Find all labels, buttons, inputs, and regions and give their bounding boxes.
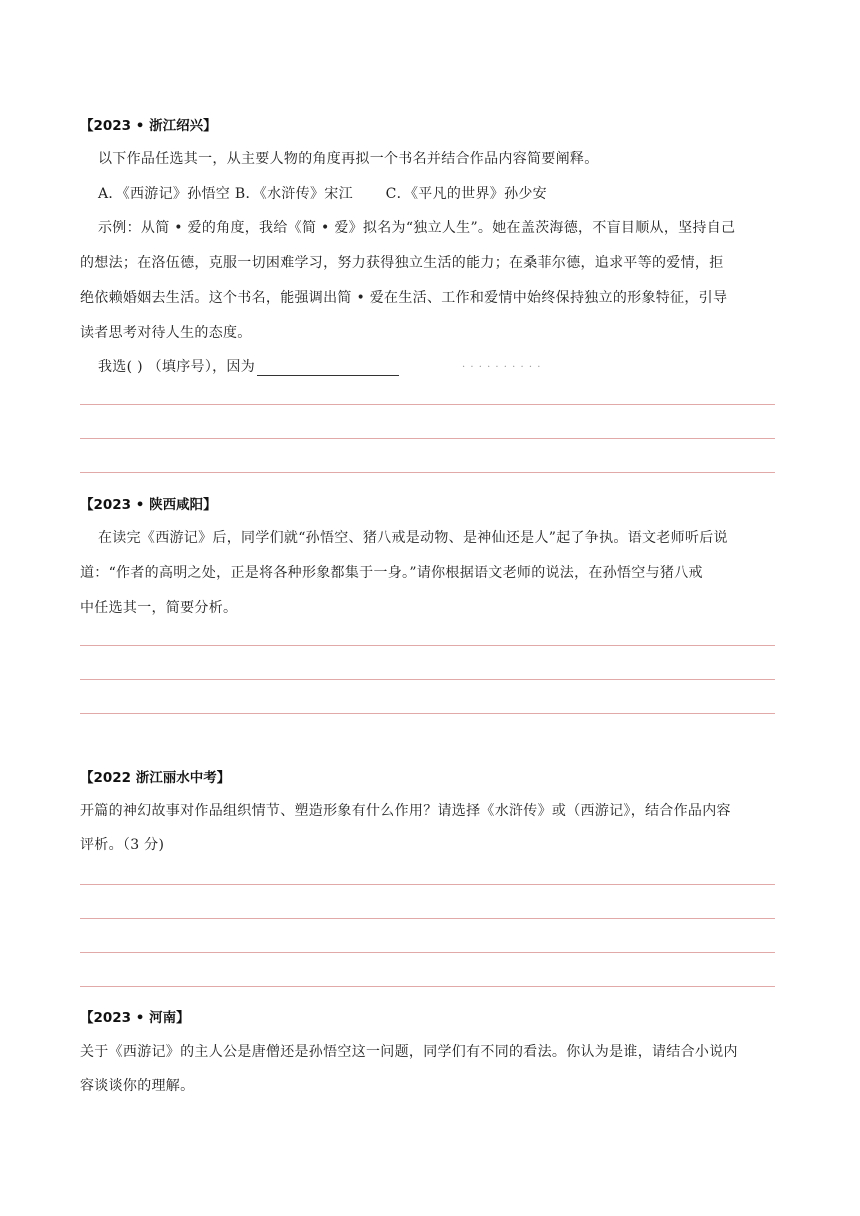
answer-line[interactable]: [80, 952, 775, 953]
answer-line[interactable]: [80, 404, 775, 405]
example-line-2: 的想法；在洛伍德，克服一切困难学习，努力获得独立生活的能力；在桑菲尔德，追求平等的爱情，拒: [80, 255, 724, 271]
answer-line[interactable]: [80, 438, 775, 439]
example-line-1: 示例：从简 • 爱的角度，我给《简 • 爱》拟名为“独立人生”。她在盖茨海德，不盲目顺从，坚持自己: [98, 220, 736, 236]
answer-line[interactable]: [80, 645, 775, 646]
option-c: C．《平凡的世界》孙少安: [385, 186, 547, 202]
answer-line[interactable]: [80, 472, 775, 473]
answer-line[interactable]: [80, 713, 775, 714]
question-text-4-line-2: 容谈谈你的理解。: [80, 1078, 195, 1094]
answer-line[interactable]: [80, 679, 775, 680]
options-row: [98, 183, 547, 203]
answer-line[interactable]: [80, 918, 775, 919]
option-b: B．《水浒传》宋江: [234, 186, 353, 202]
question-heading-2: 【2023 • 陕西咸阳】: [80, 497, 217, 513]
question-heading-3: 【2022 浙江丽水中考】: [80, 770, 231, 786]
question-heading-1: 【2023 • 浙江绍兴】: [80, 118, 217, 134]
question-heading-4: 【2023 • 河南】: [80, 1010, 190, 1026]
answer-line[interactable]: [80, 986, 775, 987]
example-line-3: 绝依赖婚姻去生活。这个书名，能强调出简 • 爱在生活、工作和爱情中始终保持独立的形象特征，引导: [80, 290, 728, 306]
answer-blank[interactable]: [257, 361, 399, 376]
question-text-3-line-2: 评析。（3 分): [80, 837, 165, 853]
question-text-2-line-3: 中任选其一，简要分析。: [80, 600, 238, 616]
answer-line[interactable]: [80, 884, 775, 885]
question-text-2-line-2: 道：“作者的高明之处，正是将各种形象都集于一身。”请你根据语文老师的说法，在孙悟空与猪八戒: [80, 565, 703, 581]
option-a: A．《西游记》孙悟空: [98, 186, 231, 202]
question-text-2-line-1: 在读完《西游记》后，同学们就“孙悟空、猪八戒是动物、是神仙还是人”起了争执。语文老师听后说: [98, 530, 728, 546]
question-prompt-1: 以下作品任选其一，从主要人物的角度再拟一个书名并结合作品内容简要阐释。: [98, 151, 599, 167]
answer-prompt: [98, 356, 399, 376]
answer-prompt-text: 我选( ) （填序号），因为: [98, 359, 256, 375]
question-text-4-line-1: 关于《西游记》的主人公是唐僧还是孙悟空这一问题，同学们有不同的看法。你认为是谁，请结合小说内: [80, 1044, 738, 1060]
question-text-3-line-1: 开篇的神幻故事对作品组织情节、塑造形象有什么作用？请选择《水浒传》或（西游记》，结合作品内容: [80, 803, 731, 819]
example-line-4: 读者思考对待人生的态度。: [80, 325, 252, 341]
dotted-leader: · · · · · · · · · ·: [462, 362, 542, 373]
